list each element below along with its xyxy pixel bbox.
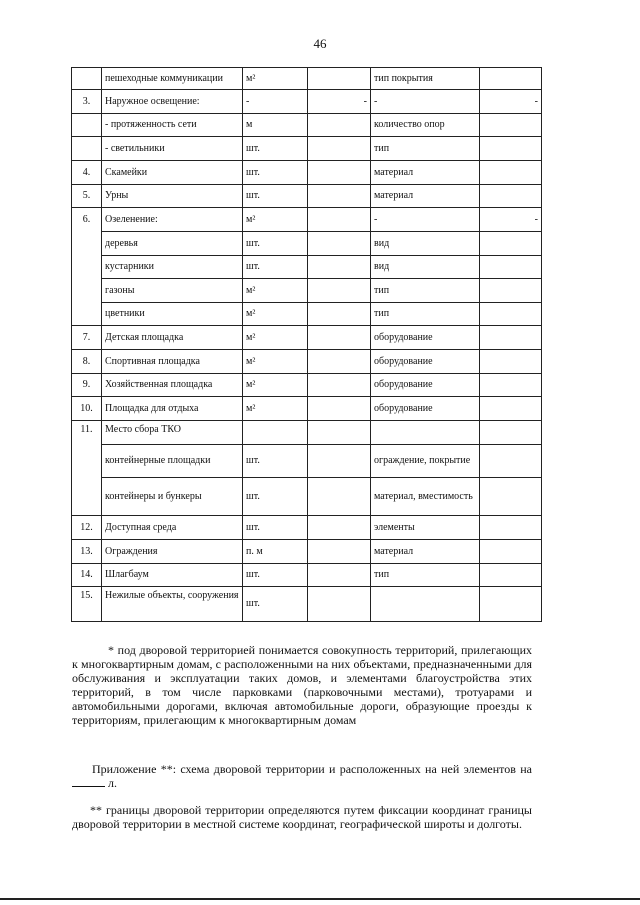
row-number-cell	[72, 68, 102, 90]
characteristic-cell: -	[371, 208, 480, 232]
quantity-cell	[308, 516, 371, 540]
characteristic-cell: вид	[371, 256, 480, 279]
unit-cell: м²	[243, 303, 308, 326]
characteristic-value-cell: -	[480, 208, 542, 232]
unit-cell: м²	[243, 350, 308, 374]
table-row	[72, 208, 542, 232]
characteristic-cell	[371, 421, 480, 445]
item-name-cell: пешеходные коммуникации	[102, 68, 243, 90]
quantity-cell	[308, 478, 371, 516]
row-number-cell: 12.	[72, 516, 102, 540]
table-row	[72, 256, 542, 279]
item-name-cell: Наружное освещение:	[102, 90, 243, 114]
quantity-cell	[308, 303, 371, 326]
item-name-cell: Площадка для отдыха	[102, 397, 243, 421]
characteristic-value-cell	[480, 326, 542, 350]
quantity-cell	[308, 208, 371, 232]
table-row	[72, 90, 542, 114]
quantity-cell	[308, 374, 371, 397]
row-number-cell	[72, 478, 102, 516]
item-name-cell: Нежилые объекты, сооружения	[102, 587, 243, 622]
characteristic-cell: количество опор	[371, 114, 480, 137]
row-number-cell: 14.	[72, 564, 102, 587]
characteristic-cell: вид	[371, 232, 480, 256]
row-number-cell: 7.	[72, 326, 102, 350]
row-number-cell	[72, 256, 102, 279]
quantity-cell	[308, 256, 371, 279]
table-row	[72, 445, 542, 478]
bottom-rule	[0, 898, 640, 900]
appendix-text: Приложение **: схема дворовой территории и расположенных на ней элементов на	[92, 762, 532, 776]
quantity-cell	[308, 137, 371, 161]
item-name-cell: Ограждения	[102, 540, 243, 564]
item-name-cell: Место сбора ТКО	[102, 421, 243, 445]
table-row	[72, 161, 542, 185]
row-number-cell: 10.	[72, 397, 102, 421]
row-number-cell	[72, 114, 102, 137]
characteristic-value-cell	[480, 374, 542, 397]
quantity-cell	[308, 564, 371, 587]
quantity-cell	[308, 397, 371, 421]
characteristic-value-cell	[480, 445, 542, 478]
characteristic-value-cell	[480, 256, 542, 279]
characteristic-cell: элементы	[371, 516, 480, 540]
item-name-cell: Детская площадка	[102, 326, 243, 350]
unit-cell: м	[243, 114, 308, 137]
quantity-cell	[308, 445, 371, 478]
appendix-suffix: л.	[108, 776, 117, 790]
characteristic-value-cell: -	[480, 90, 542, 114]
table-row	[72, 114, 542, 137]
quantity-cell	[308, 68, 371, 90]
item-name-cell: Спортивная площадка	[102, 350, 243, 374]
item-name-cell: - светильники	[102, 137, 243, 161]
row-number-cell: 3.	[72, 90, 102, 114]
characteristic-value-cell	[480, 421, 542, 445]
sheet-count-blank	[72, 776, 105, 787]
row-number-cell: 8.	[72, 350, 102, 374]
unit-cell: м²	[243, 397, 308, 421]
quantity-cell	[308, 326, 371, 350]
table-row	[72, 516, 542, 540]
row-number-cell: 9.	[72, 374, 102, 397]
characteristic-cell: материал	[371, 540, 480, 564]
unit-cell: шт.	[243, 478, 308, 516]
quantity-cell	[308, 540, 371, 564]
quantity-cell	[308, 185, 371, 208]
unit-cell: шт.	[243, 587, 308, 622]
characteristic-value-cell	[480, 564, 542, 587]
characteristic-value-cell	[480, 478, 542, 516]
unit-cell: м²	[243, 279, 308, 303]
inventory-table	[71, 67, 542, 622]
unit-cell	[243, 421, 308, 445]
table-row	[72, 279, 542, 303]
unit-cell: м²	[243, 208, 308, 232]
table-row	[72, 232, 542, 256]
table-row	[72, 350, 542, 374]
row-number-cell	[72, 137, 102, 161]
unit-cell: шт.	[243, 185, 308, 208]
row-number-cell	[72, 232, 102, 256]
item-name-cell: деревья	[102, 232, 243, 256]
item-name-cell: Озеленение:	[102, 208, 243, 232]
item-name-cell: Шлагбаум	[102, 564, 243, 587]
characteristic-cell: тип	[371, 279, 480, 303]
characteristic-cell: тип покрытия	[371, 68, 480, 90]
quantity-cell	[308, 161, 371, 185]
footnote-text: * под дворовой территорией понимается совокупность территорий, прилегающих к многоквартирным домам, с расположенными на них объектами, предназначенными для обслуживания и эксплуатации таких домов, и элементами благоустройства этих территорий, в том числе парковками (парковочными местами), тротуарами и автомобильными дорогами, включая автомобильные дороги, образующие проезды к территориям, прилегающим к многоквартирным домам	[72, 643, 532, 727]
table-row	[72, 397, 542, 421]
unit-cell: м²	[243, 374, 308, 397]
unit-cell: м²	[243, 326, 308, 350]
row-number-cell: 4.	[72, 161, 102, 185]
table-row	[72, 137, 542, 161]
row-number-cell: 5.	[72, 185, 102, 208]
item-name-cell: контейнерные площадки	[102, 445, 243, 478]
unit-cell: шт.	[243, 445, 308, 478]
boundaries-note	[72, 803, 532, 831]
item-name-cell: кустарники	[102, 256, 243, 279]
item-name-cell: Доступная среда	[102, 516, 243, 540]
unit-cell: шт.	[243, 137, 308, 161]
quantity-cell	[308, 232, 371, 256]
item-name-cell: Скамейки	[102, 161, 243, 185]
characteristic-value-cell	[480, 279, 542, 303]
table-row	[72, 564, 542, 587]
page-number: 46	[313, 36, 327, 51]
row-number-cell: 13.	[72, 540, 102, 564]
row-number-cell: 6.	[72, 208, 102, 232]
table-row	[72, 421, 542, 445]
row-number-cell: 11.	[72, 421, 102, 445]
characteristic-cell: -	[371, 90, 480, 114]
characteristic-value-cell	[480, 350, 542, 374]
table-row	[72, 540, 542, 564]
item-name-cell: - протяженность сети	[102, 114, 243, 137]
item-name-cell: цветники	[102, 303, 243, 326]
row-number-cell	[72, 279, 102, 303]
inventory-table-body	[72, 68, 542, 622]
unit-cell: п. м	[243, 540, 308, 564]
characteristic-cell: материал, вместимость	[371, 478, 480, 516]
table-row	[72, 478, 542, 516]
row-number-cell: 15.	[72, 587, 102, 622]
unit-cell: м²	[243, 68, 308, 90]
characteristic-cell: ограждение, покрытие	[371, 445, 480, 478]
characteristic-value-cell	[480, 540, 542, 564]
item-name-cell: Урны	[102, 185, 243, 208]
characteristic-cell: оборудование	[371, 350, 480, 374]
characteristic-cell	[371, 587, 480, 622]
table-row	[72, 587, 542, 622]
table-row	[72, 303, 542, 326]
item-name-cell: контейнеры и бункеры	[102, 478, 243, 516]
characteristic-cell: тип	[371, 303, 480, 326]
characteristic-cell: тип	[371, 564, 480, 587]
characteristic-cell: оборудование	[371, 326, 480, 350]
quantity-cell	[308, 587, 371, 622]
characteristic-value-cell	[480, 303, 542, 326]
characteristic-value-cell	[480, 114, 542, 137]
characteristic-cell: оборудование	[371, 374, 480, 397]
appendix-note	[72, 762, 532, 790]
quantity-cell	[308, 279, 371, 303]
unit-cell: -	[243, 90, 308, 114]
quantity-cell	[308, 114, 371, 137]
quantity-cell	[308, 350, 371, 374]
item-name-cell: Хозяйственная площадка	[102, 374, 243, 397]
characteristic-cell: оборудование	[371, 397, 480, 421]
unit-cell: шт.	[243, 564, 308, 587]
table-row	[72, 185, 542, 208]
table-row	[72, 326, 542, 350]
unit-cell: шт.	[243, 232, 308, 256]
boundaries-text: ** границы дворовой территории определяются путем фиксации координат границы дворовой территории в местной системе координат, географической широты и долготы.	[72, 803, 532, 831]
characteristic-cell: тип	[371, 137, 480, 161]
quantity-cell: -	[308, 90, 371, 114]
characteristic-cell: материал	[371, 185, 480, 208]
footnote-yard-territory	[72, 643, 532, 727]
characteristic-value-cell	[480, 68, 542, 90]
characteristic-cell: материал	[371, 161, 480, 185]
item-name-cell: газоны	[102, 279, 243, 303]
characteristic-value-cell	[480, 185, 542, 208]
table-row	[72, 374, 542, 397]
unit-cell: шт.	[243, 516, 308, 540]
characteristic-value-cell	[480, 137, 542, 161]
row-number-cell	[72, 445, 102, 478]
characteristic-value-cell	[480, 232, 542, 256]
row-number-cell	[72, 303, 102, 326]
unit-cell: шт.	[243, 256, 308, 279]
characteristic-value-cell	[480, 587, 542, 622]
characteristic-value-cell	[480, 161, 542, 185]
table-row	[72, 68, 542, 90]
unit-cell: шт.	[243, 161, 308, 185]
quantity-cell	[308, 421, 371, 445]
characteristic-value-cell	[480, 397, 542, 421]
characteristic-value-cell	[480, 516, 542, 540]
